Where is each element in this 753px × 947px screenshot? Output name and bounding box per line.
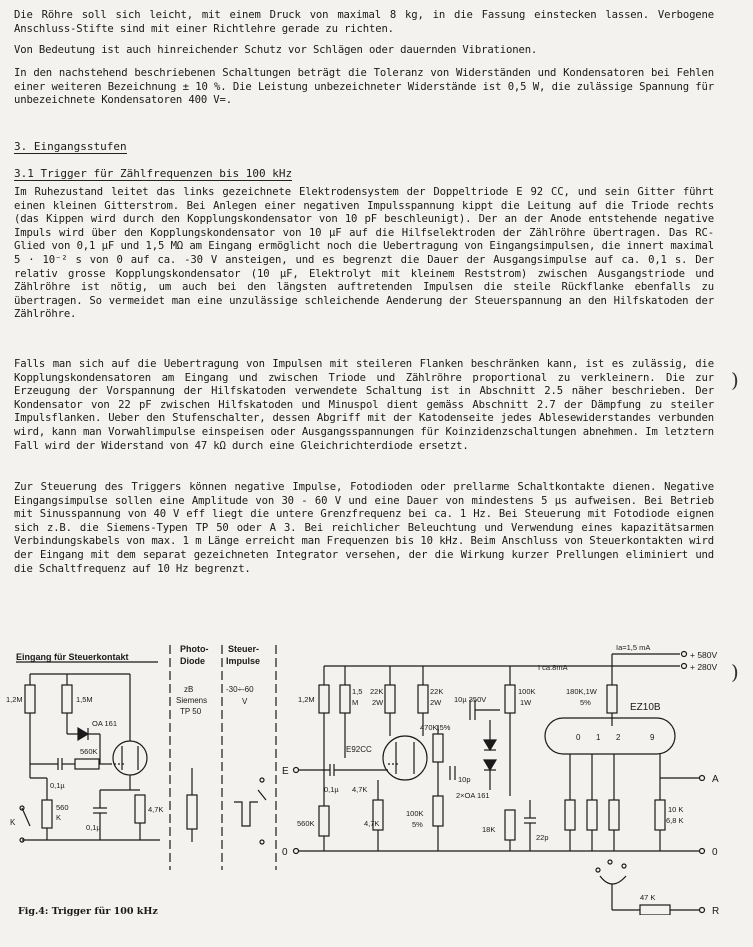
v280-label: + 280V	[690, 662, 718, 672]
label-steuer-1: Steuer-	[228, 644, 260, 654]
c01-a: 0,1µ	[50, 781, 65, 790]
out-a: A	[712, 774, 719, 785]
r470k-label: 470K,5%	[420, 723, 451, 732]
c01-b: 0,1µ	[86, 823, 101, 832]
label-zb: zB	[184, 685, 194, 694]
r47k-c: 4,7K	[364, 819, 380, 828]
figure-caption: Fig.4: Trigger für 100 kHz	[18, 906, 158, 917]
label-steuer-2: Impulse	[226, 656, 261, 666]
r47k-b: 4,7K	[352, 785, 368, 794]
c10p-label: 10p	[458, 775, 471, 784]
margin-mark-2: )	[731, 660, 739, 684]
ez10b-label: EZ10B	[630, 702, 661, 713]
r15m-a: 1,5M	[76, 695, 93, 704]
pin-2: 2	[616, 733, 621, 742]
r100k-b1: 100K	[518, 687, 536, 696]
section-heading: 3. Eingangsstufen	[14, 140, 127, 153]
label-tp50: TP 50	[180, 707, 202, 716]
r180k-1: 180K,1W	[566, 687, 597, 696]
pin-9: 9	[650, 733, 655, 742]
c22p-label: 22p	[536, 833, 549, 842]
paragraph-rest-state: Im Ruhezustand leitet das links gezeichnete Elektrodensystem der Doppeltriode E 92 CC, und sein Gitter führt einen kleinen Gitterstrom. Bei Anlegen einer negativen Impulsspannung kippt die Leitung auf die Triode rechts (das Kippen wird durch den Kopplungskondensator von 10 pF beschleunigt). Der an der Anode entstehende negative Impuls wird über den Kopplungskondensator von 10 µF auf die Hilfselektroden der Zählröhre übertragen. Das RC-Glied von 0,1 µF und 1,5 MΩ am Eingang ermöglicht noch die Uebertragung von Eingangsimpulsen, die innert maximal 5 · 10⁻² s von 0 auf ca. -30 V ansteigen, und es begrenzt die Dauer der Ausgangsimpulse auf ca. 0,1 s. Der relativ grosse Kopplungskondensator (10 µF, Elektrolyt mit kleinem Reststrom) zwischen Ausgangstriode und Zählröhre ist nötig, um auch bei den längsten auftretenden Impulsen die steile Rückflanke ebenfalls zu übertragen. So vermeidet man eine unzulässige schleichende Aenderung der Steuerspannung an den Hilfskatoden der Zählröhre.	[14, 186, 714, 321]
r560-k: 560	[56, 803, 69, 812]
r47k-a: 4,7K	[148, 805, 164, 814]
margin-mark-1: )	[731, 368, 739, 392]
label-siemens: Siemens	[176, 696, 208, 705]
paragraph-tolerance: In den nachstehend beschriebenen Schaltungen beträgt die Toleranz von Widerständen und Kondensatoren bei Fehlen einer weiteren Bezeichnung ± 10 %. Die Leistung unbezeichneter Widerstände ist 0,5 W, die zulässige Spannung für unbezeichnete Kondensatoren 400 V=.	[14, 67, 714, 107]
trigger-schematic	[0, 630, 753, 915]
paragraph-control: Zur Steuerung des Triggers können negative Impulse, Fotodioden oder prellarme Schaltkontakte dienen. Negative Eingangsimpulse sollen eine Amplitude von 30 - 60 V und eine Dauer von mindestens 5 µs aufweisen. Bei Betrieb mit Sinusspannung von 40 V eff liegt die untere Grenzfrequenz bei ca. 1 Hz. Bei Steuerung mit Fotodiode eignen sich z.B. die Siemens-Typen TP 50 oder A 3. Bei reichlicher Beleuchtung und Verwendung eines kapazitätsarmen Verbindungskabels von max. 1 m Länge erreicht man Frequenzen bis 10 kHz. Beim Anschluss von Steuerkontakten wird der Eingang mit dem separat gezeichneten Integrator versehen, der die Wirkung kurzer Prellungen eliminiert und die Schaltfrequenz auf 10 Hz begrenzt.	[14, 481, 714, 575]
pin-1: 1	[596, 733, 601, 742]
pin-0: 0	[576, 733, 581, 742]
r12m-b: 1,2M	[298, 695, 315, 704]
out-0: 0	[712, 847, 718, 858]
label-volts: -30÷-60	[226, 685, 254, 694]
r22k-b1: 22K	[430, 687, 444, 696]
label-photo-1: Photo-	[180, 644, 209, 654]
r560k-b: 560K	[297, 819, 315, 828]
paragraph-protection: Von Bedeutung ist auch hinreichender Schutz vor Schlägen oder dauernden Vibrationen.	[14, 44, 538, 56]
r47k-d: 47 K	[640, 893, 656, 902]
r22k-a2: 2W	[372, 698, 384, 707]
r100k-a2: 5%	[412, 820, 423, 829]
r22k-a1: 22K	[370, 687, 384, 696]
v580-label: + 580V	[690, 650, 718, 660]
r15m-b2: M	[352, 698, 359, 707]
r560k-a: 560K	[80, 747, 98, 756]
r12m-a: 1,2M	[6, 695, 23, 704]
i-ca-label: I ca.8mA	[538, 663, 568, 672]
r10k-2: 6,8 K	[666, 816, 684, 825]
paragraph-steep-flanks: Falls man sich auf die Uebertragung von Impulsen mit steileren Flanken beschränken kann, ist es zulässig, die Kopplungskondensatoren am Eingang und zwischen Triode und Zählröhre proportional zu verkleinern. Die zur Erzeugung der Vorspannung der Hilfskatoden verwendete Schaltung ist in Abschnitt 2.5 näher beschrieben. Der Kondensator von 22 pF zwischen Hilfskatoden und Minuspol dient gemäss Abschnitt 2.7 der Dämpfung zu steiler Impulsflanken. Ueber den Stufenschalter, dessen Abgriff mit der Katodenseite jedes Ablesewiderstandes verbunden wird, kann man Vorwahlimpulse einspeisen oder Ausgangsspannungen für Koinzidenzschaltungen abnehmen. Im letztern Fall wird der Widerstand von 47 kΩ durch eine Gleichrichterdiode ersetzt.	[14, 358, 714, 452]
terminal-0-a: 0	[282, 847, 288, 858]
r18k-label: 18K	[482, 825, 496, 834]
label-v: V	[242, 697, 248, 706]
r100k-a1: 100K	[406, 809, 424, 818]
r22k-b2: 2W	[430, 698, 442, 707]
i-a-label: Ia=1,5 mA	[616, 643, 651, 652]
paragraph-tube-insertion: Die Röhre soll sich leicht, mit einem Druck von maximal 8 kg, in die Fassung einstecken lassen. Verbogene Anschluss-Stifte sind mit einer Richtlehre gerade zu richten.	[14, 9, 714, 35]
c10u-label: 10µ 350V	[454, 695, 487, 704]
oa161-a: OA 161	[92, 719, 118, 728]
terminal-e: E	[282, 766, 289, 777]
oa161x2-label: 2×OA 161	[456, 791, 490, 800]
r100k-b2: 1W	[520, 698, 532, 707]
c01-c: 0,1µ	[324, 785, 339, 794]
k-a: K	[56, 813, 62, 822]
out-r: R	[712, 906, 720, 915]
r10k-1: 10 K	[668, 805, 684, 814]
subsection-heading: 3.1 Trigger für Zählfrequenzen bis 100 kHz	[14, 167, 293, 180]
e92cc-label: E92CC	[346, 745, 372, 754]
switch-k: K	[10, 818, 16, 827]
r15m-b1: 1,5	[352, 687, 363, 696]
label-photo-2: Diode	[180, 656, 206, 666]
label-eingang: Eingang für Steuerkontakt	[16, 652, 129, 662]
r180k-2: 5%	[580, 698, 591, 707]
